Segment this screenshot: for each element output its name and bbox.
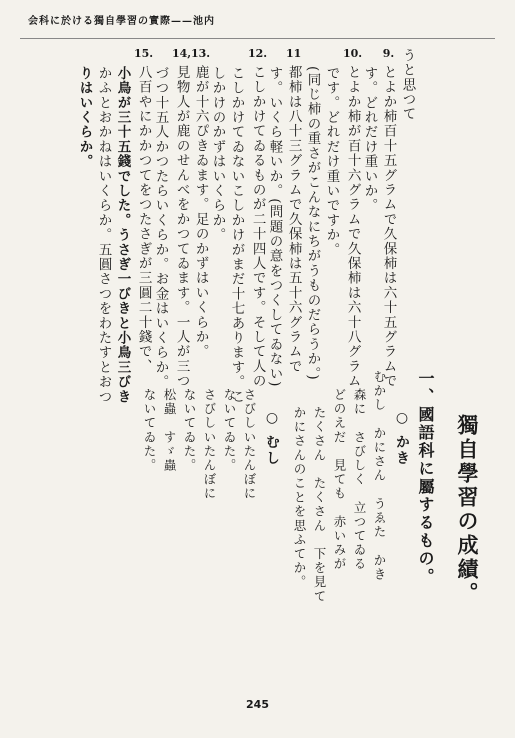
header-rule: [20, 38, 495, 39]
problem-12-line-3: しかけのかずはいくらか。: [209, 66, 226, 243]
page-number: 245: [246, 698, 269, 711]
poem-kaki-heading: ○ かき: [394, 410, 410, 467]
problem-11-line-1: 11都柿は八十三グラムで久保柿は五十六グラムで: [285, 47, 302, 374]
problem-15-line-1: 15.八百やにかかつてをつたさぎが三圓二十錢で、: [134, 47, 154, 374]
poem-mushi-heading: ○ むし: [264, 410, 280, 467]
problem-10-line-1: 10.とよか柿が百十六グラムで久保柿は六十八グラム: [343, 47, 363, 389]
problem-13-line-1: 13.鹿が十六ぴきゐます。足のかずはいくらか。: [191, 47, 211, 359]
poem-mushi-line: ないてゐた。: [182, 388, 197, 473]
poem-mushi-line: ないてゐた。: [142, 388, 157, 473]
subject-heading: 一、國語科に屬するもの。: [416, 370, 435, 586]
poem-kaki-line: どのえだ 見ても 赤いみが: [332, 388, 347, 572]
problem-15-line-4: りはいくらか。: [76, 66, 93, 169]
problem-9-line-2: す。どれだけ重いか。: [361, 66, 378, 213]
problem-10-line-2: です。どれだけ重いですか。: [323, 66, 340, 258]
problem-14-line-1: 14,見物人が鹿のせんべをかつてゐます。一人が三つ: [172, 47, 192, 389]
poem-mushi-line: さびしいたんぼに: [202, 388, 217, 501]
problem-9-line-1: 9.とよか柿百十五グラムで久保柿は六十五グラムで: [380, 47, 397, 389]
problem-14-line-2: づつ十五人かつたらいくらか。お金はいくらか。: [152, 66, 169, 390]
poem-kaki-line: かにさんのことを思ふてか。: [292, 406, 307, 590]
problem-10-note: (同じ柿の重さがこんなにちがうものだらうか。): [304, 66, 321, 381]
poem-mushi-line: さびしいたんぼに: [242, 388, 257, 501]
running-header: 会科に於ける獨自學習の實際——池内: [28, 16, 215, 27]
problem-15-line-2: 小鳥が三十五錢でした。うさぎ一びきと小鳥三びき: [114, 66, 131, 405]
poem-kaki-line: むかし かにさん うゑた かき: [372, 370, 387, 582]
poem-mushi-line: ないてゐた。: [222, 388, 237, 473]
poem-kaki-line: 森に さびしく 立つてゐる: [352, 388, 367, 572]
poem-mushi-line: 松蟲 すゞ蟲: [162, 388, 177, 473]
problem-12-line-1: 12.こしかけてゐるものが二十四人です。そして人の: [248, 47, 268, 389]
section-title: 獨自學習の成績。: [455, 414, 480, 606]
text-column: うと思つて: [399, 48, 416, 122]
problem-15-line-3: かふとおかねはいくらか。五圓さつをわたすとおつ: [95, 66, 112, 405]
problem-11-line-2: す。いくら軽いか。(問題の意をつくしてゐない): [266, 66, 283, 388]
problem-12-line-2: こしかけてゐないこしかけがまだ十七あります。こ: [228, 66, 245, 405]
poem-kaki-line: たくさん たくさん 下を見て: [312, 406, 327, 604]
